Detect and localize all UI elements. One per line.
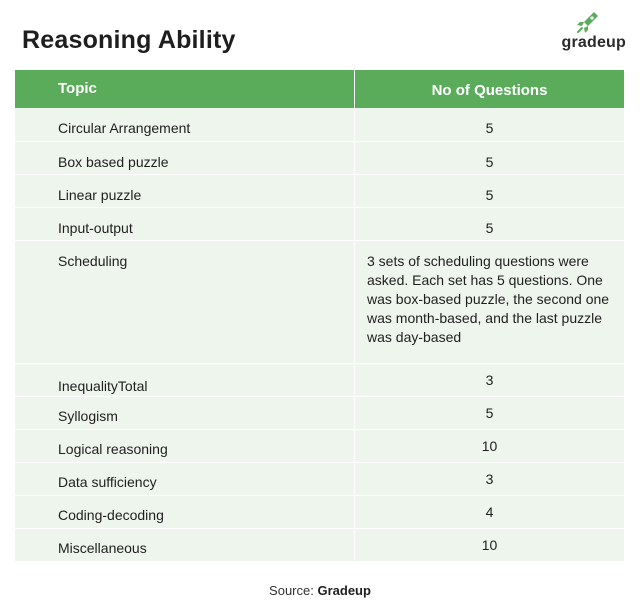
topic-cell: Data sufficiency xyxy=(15,463,355,495)
source-credit xyxy=(0,583,640,598)
questions-cell: 3 xyxy=(485,471,494,487)
topic-cell: Box based puzzle xyxy=(15,142,355,174)
table-row xyxy=(15,430,624,463)
topic-cell: InequalityTotal xyxy=(15,364,355,396)
questions-cell: 5 xyxy=(485,405,494,421)
questions-cell: 5 xyxy=(485,187,494,203)
header-questions: No of Questions xyxy=(431,82,548,99)
table-row xyxy=(15,241,624,364)
questions-cell: 5 xyxy=(485,120,494,136)
questions-cell: 5 xyxy=(485,154,494,170)
table-row xyxy=(15,397,624,430)
questions-cell: 5 xyxy=(485,220,494,236)
topic-cell: Logical reasoning xyxy=(15,430,355,462)
table-row xyxy=(15,496,624,529)
header-topic: Topic xyxy=(15,70,355,108)
table-header xyxy=(15,70,624,108)
topic-cell: Syllogism xyxy=(15,397,355,429)
questions-cell: 4 xyxy=(485,504,494,520)
table-row xyxy=(15,208,624,241)
table-row xyxy=(15,175,624,208)
rocket-icon xyxy=(574,10,600,36)
table-row xyxy=(15,463,624,496)
questions-cell: 10 xyxy=(481,438,498,454)
topic-cell: Miscellaneous xyxy=(15,529,355,561)
page-title: Reasoning Ability xyxy=(22,26,236,54)
topic-cell: Scheduling xyxy=(15,241,355,363)
questions-cell: 3 xyxy=(485,372,494,388)
topic-cell: Linear puzzle xyxy=(15,175,355,207)
table-row xyxy=(15,364,624,397)
logo-text: gradeup xyxy=(561,34,626,51)
table-row xyxy=(15,142,624,175)
gradeup-logo xyxy=(550,10,626,56)
table-row xyxy=(15,108,624,142)
questions-cell: 10 xyxy=(481,537,498,553)
topic-cell: Coding-decoding xyxy=(15,496,355,528)
topic-cell: Circular Arrangement xyxy=(15,108,355,141)
source-label: Source: xyxy=(269,583,314,598)
table-row xyxy=(15,529,624,562)
questions-cell: 3 sets of scheduling questions were asked. Each set has 5 questions. One was box-based puzzle, the second one was month-based, and the last puzzle was day-based xyxy=(367,253,610,345)
topic-cell: Input-output xyxy=(15,208,355,240)
topics-table xyxy=(15,70,624,562)
source-name: Gradeup xyxy=(317,583,371,598)
